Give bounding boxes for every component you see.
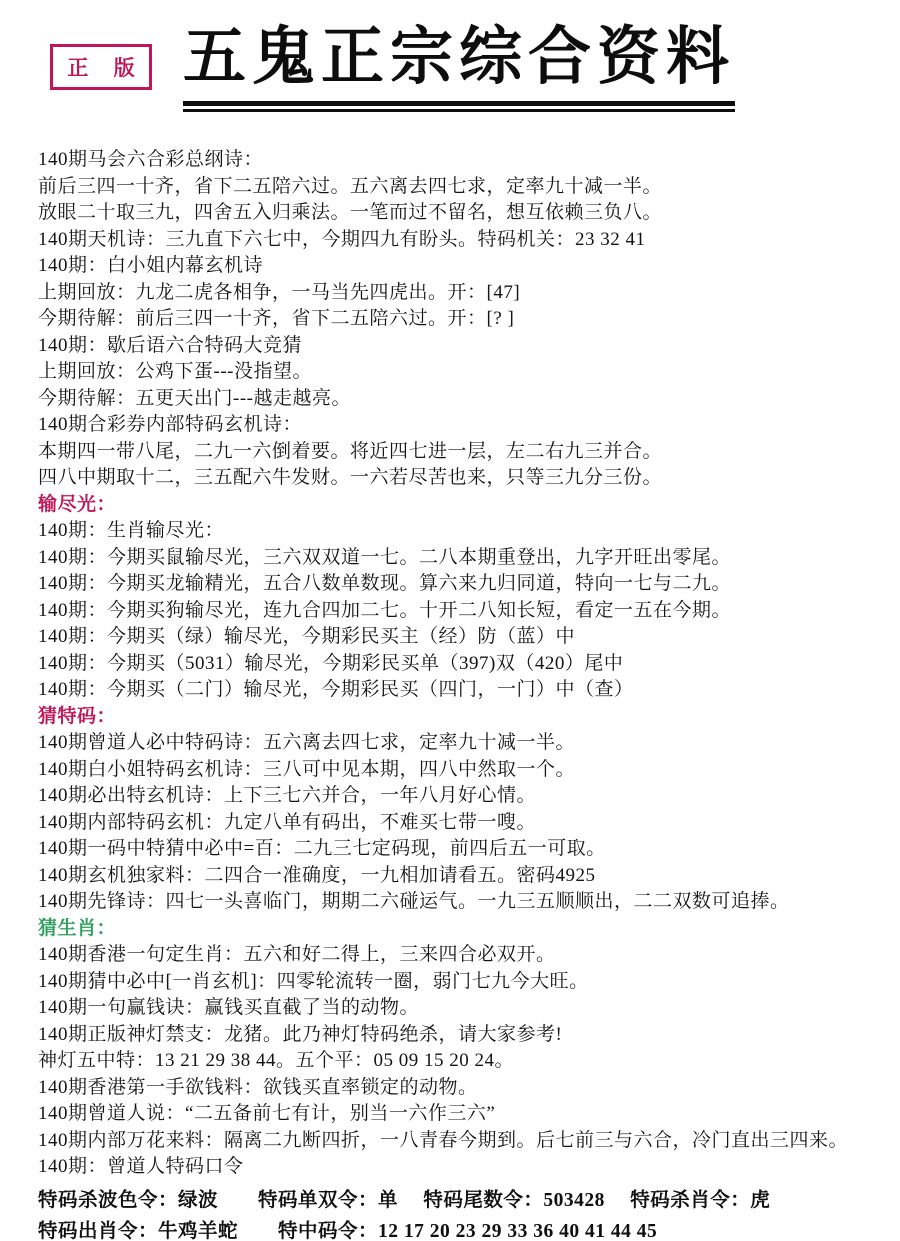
text-line: 140期：今期买（5031）输尽光，今期彩民买单（397)双（420）尾中 [38,652,624,674]
text-line: 140期：今期买龙输精光，五合八数单数现。算六来九归同道，特向一七与二九。 [38,573,732,594]
text-line: 140期曾道人必中特码诗：五六离去四七求，定率九十减一半。 [38,732,576,753]
text-line: 140期一句赢钱诀：赢钱买直截了当的动物。 [38,997,420,1018]
text-line: 140期猜中必中[一肖玄机]：四零轮流转一圈，弱门七九今大旺。 [38,970,589,992]
text-line: 特码杀波色令：绿波 特码单双令：单 特码尾数令：503428 特码杀肖令：虎 [38,1189,771,1211]
text-line: 140期先锋诗：四七一头喜临门，期期二六碰运气。一九三五顺顺出，二二双数可追捧。 [38,891,790,912]
text-line: 140期：今期买（二门）输尽光，今期彩民买（四门，一门）中（查） [38,679,634,700]
text-line: 140期：生肖输尽光： [38,520,225,541]
text-line: 输尽光： [38,493,117,515]
text-line: 140期：曾道人特码口令 [38,1156,244,1177]
text-line: 140期合彩券内部特码玄机诗： [38,414,303,435]
text-line: 今期待解：五更天出门---越走越亮。 [38,387,351,409]
text-line: 140期曾道人说：“二五备前七有计，别当一六作三六” [38,1103,496,1124]
text-line: 140期：歇后语六合特码大竞猜 [38,334,303,356]
text-line: 今期待解：前后三四一十齐，省下二五陪六过。开：[? ] [38,308,515,329]
text-line: 放眼二十取三九，四舍五入归乘法。一笔而过不留名，想互依赖三负八。 [38,202,663,223]
text-line: 特码出肖令：牛鸡羊蛇 特中码令：12 17 20 23 29 33 36 40 41 44 45 [38,1220,658,1241]
title-underline [183,109,735,112]
text-line: 140期：今期买狗输尽光，连九合四加二七。十开二八知长短，看定一五在今期。 [38,599,732,621]
text-line: 140期白小姐特码玄机诗：三八可中见本期，四八中然取一个。 [38,758,576,780]
text-line: 猜特码： [38,705,117,727]
text-line: 140期一码中特猜中必中=百：二九三七定码现，前四后五一可取。 [38,838,606,859]
text-line: 140期香港第一手欲钱料：欲钱买直率锁定的动物。 [38,1076,478,1098]
text-line: 140期天机诗：三九直下六七中，今期四九有盼头。特码机关：23 32 41 [38,228,646,250]
text-line: 140期玄机独家料：二四合一准确度，一九相加请看五。密码4925 [38,864,596,886]
text-line: 本期四一带八尾，二九一六倒着要。将近四七进一层，左二右九三并合。 [38,440,663,462]
text-line: 上期回放：九龙二虎各相争，一马当先四虎出。开：[47] [38,281,521,303]
text-line: 140期：今期买（绿）输尽光，今期彩民买主（经）防（蓝）中 [38,626,576,647]
text-line: 140期香港一句定生肖：五六和好二得上，三来四合必双开。 [38,944,556,965]
text-line: 140期正版神灯禁支：龙猪。此乃神灯特码绝杀，请大家参考! [38,1023,563,1045]
text-line: 神灯五中特：13 21 29 38 44。五个平：05 09 15 20 24。 [38,1050,515,1071]
page-title [183,16,735,112]
text-line: 140期：白小姐内幕玄机诗 [38,255,264,276]
text-line: 前后三四一十齐，省下二五陪六过。五六离去四七求，定率九十减一半。 [38,175,663,197]
text-line: 140期内部万花来料：隔离二九断四折，一八青春今期到。后七前三与六合，冷门直出三四来。 [38,1129,849,1151]
genuine-badge: 正 版 [50,44,152,90]
text-line: 四八中期取十二，三五配六牛发财。一六若尽苦也来，只等三九分三份。 [38,467,663,488]
text-line: 140期内部特码玄机：九定八单有码出，不难买七带一嗖。 [38,811,537,833]
content [38,147,876,1241]
text-line: 上期回放：公鸡下蛋---没指望。 [38,361,312,382]
text-line: 猜生肖： [38,917,117,939]
text-line: 140期马会六合彩总纲诗： [38,149,264,170]
text-line: 140期：今期买鼠输尽光，三六双双道一七。二八本期重登出，九字开旺出零尾。 [38,546,732,568]
page-title-text: 五鬼正宗综合资料 [183,16,735,106]
text-line: 140期必出特玄机诗：上下三七六并合，一年八月好心情。 [38,785,537,806]
